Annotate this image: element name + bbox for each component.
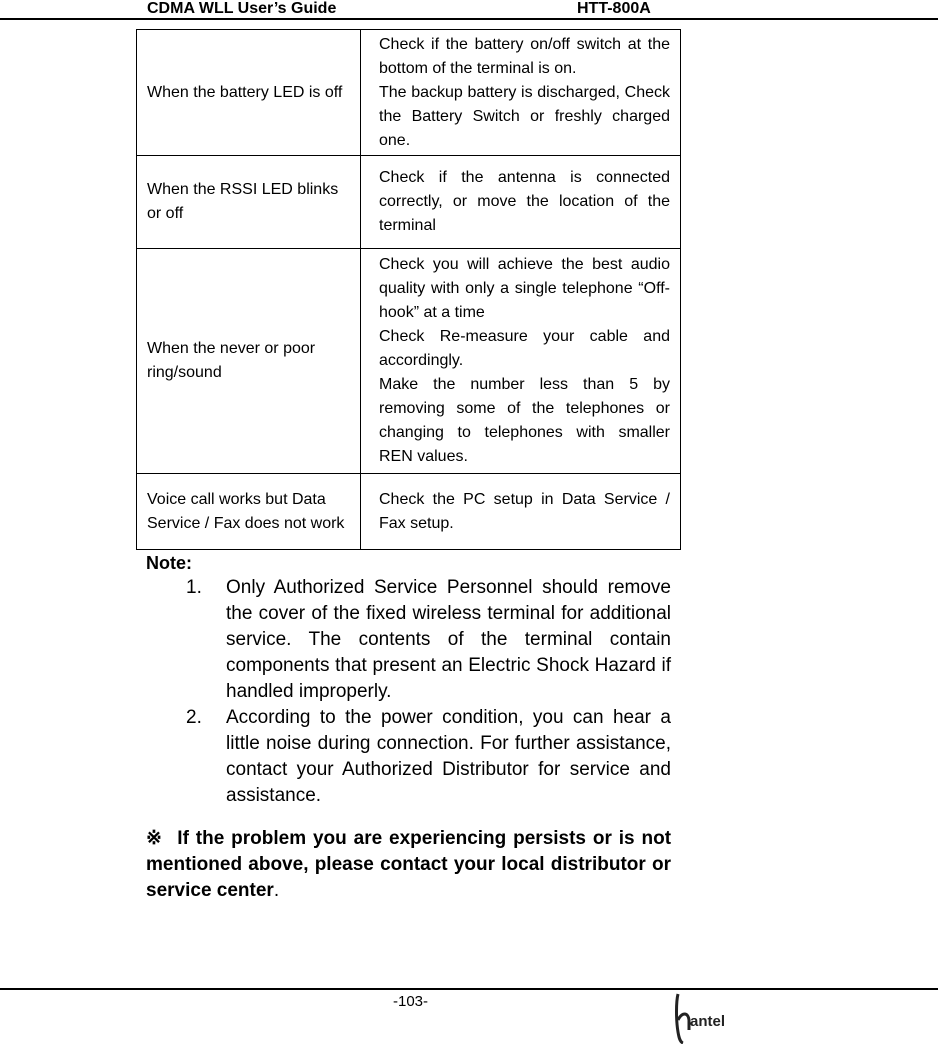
table-row xyxy=(137,156,681,249)
hantel-logo xyxy=(672,990,744,1044)
troubleshooting-table xyxy=(136,29,681,550)
solution-line: Check if the battery on/off switch at the bottom of the terminal is on. xyxy=(379,35,670,77)
note-title: Note: xyxy=(146,553,192,573)
page-header xyxy=(0,0,938,20)
symptom-cell: When the battery LED is off xyxy=(137,30,361,156)
table-row xyxy=(137,249,681,474)
solution-line: The backup battery is discharged, Check the Battery Switch or freshly charged one. xyxy=(379,83,670,149)
note-number: 1. xyxy=(186,577,202,598)
symptom-cell: Voice call works but Data Service / Fax does not work xyxy=(137,474,361,550)
header-rule xyxy=(0,18,938,20)
solution-cell xyxy=(361,249,681,474)
note-item xyxy=(146,575,671,705)
solution-line: Make the number less than 5 by removing some of the telephones or changing to telephones with smaller REN values. xyxy=(379,376,670,465)
symptom-cell: When the never or poor ring/sound xyxy=(137,249,361,474)
note-item xyxy=(146,705,671,809)
solution-cell xyxy=(361,474,681,550)
document-title: CDMA WLL User’s Guide xyxy=(147,0,337,17)
warning-period: . xyxy=(273,880,280,901)
warning-text: If the problem you are experiencing persists or is not mentioned above, please contact your local distributor or service center xyxy=(146,828,672,901)
solution-cell xyxy=(361,156,681,249)
page-number: -103- xyxy=(393,993,429,1010)
footer-rule xyxy=(0,988,938,990)
logo-text: antel xyxy=(690,1013,726,1030)
table-row xyxy=(137,30,681,156)
model-number: HTT-800A xyxy=(577,0,651,17)
table-row xyxy=(137,474,681,550)
note-section xyxy=(146,551,671,809)
note-text: According to the power condition, you can hear a little noise during connection. For further assistance, contact your Authorized Distributor for service and assistance. xyxy=(226,707,671,806)
note-list xyxy=(146,575,671,809)
solution-line: Check if the antenna is connected correctly, or move the location of the terminal xyxy=(379,169,670,234)
warning-paragraph xyxy=(146,826,671,904)
solution-line: Check the PC setup in Data Service / Fax setup. xyxy=(379,490,670,532)
note-number: 2. xyxy=(186,707,202,728)
symptom-cell: When the RSSI LED blinks or off xyxy=(137,156,361,249)
solution-cell xyxy=(361,30,681,156)
solution-line: Check you will achieve the best audio quality with only a single telephone “Off-hook” at a time xyxy=(379,256,670,321)
note-text: Only Authorized Service Personnel should remove the cover of the fixed wireless terminal for additional service. The contents of the terminal contain components that present an Electric Shock Hazard if handled improperly. xyxy=(226,577,671,702)
reference-mark-icon: ※ xyxy=(146,828,164,849)
solution-line: Check Re-measure your cable and accordingly. xyxy=(379,328,670,369)
